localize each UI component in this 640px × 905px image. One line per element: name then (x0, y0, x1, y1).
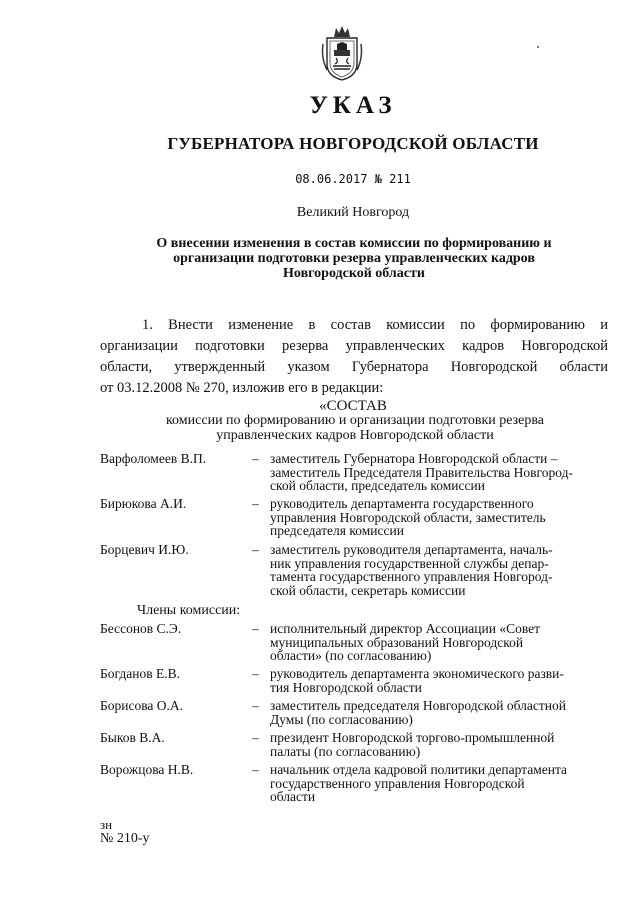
position-line: заместитель Губернатора Новгородской области – (270, 451, 558, 466)
paragraph-line: области, утвержденный указом Губернатора Новгородской области (100, 359, 608, 375)
paragraph-line: организации подготовки резерва управленческих кадров Новгородской (100, 338, 608, 354)
position-line: тамента государственного управления Новгород- (270, 569, 553, 584)
composition-subtitle (140, 413, 570, 443)
position-line: руководитель департамента государственного (270, 496, 534, 511)
member-position (270, 667, 605, 694)
member-dash: – (252, 451, 259, 466)
member-dash: – (252, 666, 259, 681)
heading-line: Новгородской области (283, 266, 425, 281)
member-dash: – (252, 496, 259, 511)
decree-heading (130, 236, 578, 281)
member-name: Бессонов С.Э. (100, 621, 182, 636)
member-position (270, 763, 605, 804)
document-footer (100, 818, 150, 846)
position-line: муниципальных образований Новгородской (270, 634, 524, 650)
decree-city: Великий Новгород (296, 205, 410, 220)
position-line: Думы (по согласованию) (270, 711, 413, 727)
decree-paragraph (100, 315, 608, 399)
position-line: заместитель председателя Новгородской областной (270, 698, 566, 713)
position-line: председателя комиссии (270, 523, 404, 538)
decree-date-number: 08.06.2017 № 211 (295, 172, 411, 186)
position-line: палаты (по согласованию) (270, 743, 421, 759)
member-dash: – (252, 698, 259, 713)
position-line: ской области, председатель комиссии (270, 478, 485, 493)
position-line: президент Новгородской торгово-промышленной (270, 730, 555, 745)
footer-initials: зн (100, 817, 113, 832)
position-line: ской области, секретарь комиссии (270, 582, 466, 598)
position-line: области (270, 789, 316, 804)
position-line: исполнительный директор Ассоциации «Совет (270, 621, 541, 636)
composition-subtitle-line: управленческих кадров Новгородской области (216, 428, 494, 443)
member-name: Борцевич И.Ю. (100, 542, 189, 557)
position-line: ник управления государственной службы депар- (270, 555, 549, 571)
member-name: Бирюкова А.И. (100, 496, 187, 511)
member-position (270, 622, 605, 663)
member-name: Варфоломеев В.П. (100, 451, 207, 466)
paragraph-line: 1. Внести изменение в состав комиссии по формированию и (142, 317, 608, 333)
composition-subtitle-line: комиссии по формированию и организации подготовки резерва (165, 413, 545, 428)
member-position (270, 699, 605, 726)
position-line: заместитель Председателя Правительства Новгород- (270, 464, 573, 480)
decree-title: УКАЗ (309, 92, 397, 119)
position-line: начальник отдела кадровой политики департамента (270, 762, 568, 777)
heading-line: организации подготовки резерва управленческих кадров (173, 251, 535, 266)
footer-reg-number: № 210-у (100, 831, 150, 846)
position-line: управления Новгородской области, заместитель (270, 509, 546, 525)
scan-speck (537, 46, 539, 48)
decree-subtitle: ГУБЕРНАТОРА НОВГОРОДСКОЙ ОБЛАСТИ (167, 134, 539, 153)
member-dash: – (252, 542, 259, 557)
members-label: Члены комиссии: (137, 603, 241, 618)
position-line: государственного управления Новгородской (270, 775, 525, 791)
heading-line: О внесении изменения в состав комиссии по формированию и (156, 236, 552, 251)
member-name: Быков В.А. (100, 730, 165, 745)
member-dash: – (252, 621, 259, 636)
member-position (270, 543, 605, 597)
composition-title: «СОСТАВ (319, 398, 387, 414)
position-line: тия Новгородской области (270, 679, 422, 695)
member-name: Богданов Е.В. (100, 666, 180, 681)
member-position (270, 497, 605, 538)
member-dash: – (252, 730, 259, 745)
member-position (270, 731, 605, 758)
member-dash: – (252, 762, 259, 777)
coat-of-arms-emblem (319, 24, 365, 82)
position-line: области» (по согласованию) (270, 648, 432, 663)
member-position (270, 452, 605, 493)
paragraph-line: от 03.12.2008 № 270, изложив его в редакции: (100, 380, 384, 396)
member-name: Борисова О.А. (100, 698, 184, 713)
position-line: руководитель департамента экономического разви- (270, 666, 564, 681)
member-name: Ворожцова Н.В. (100, 762, 194, 777)
position-line: заместитель руководителя департамента, началь- (270, 542, 553, 557)
